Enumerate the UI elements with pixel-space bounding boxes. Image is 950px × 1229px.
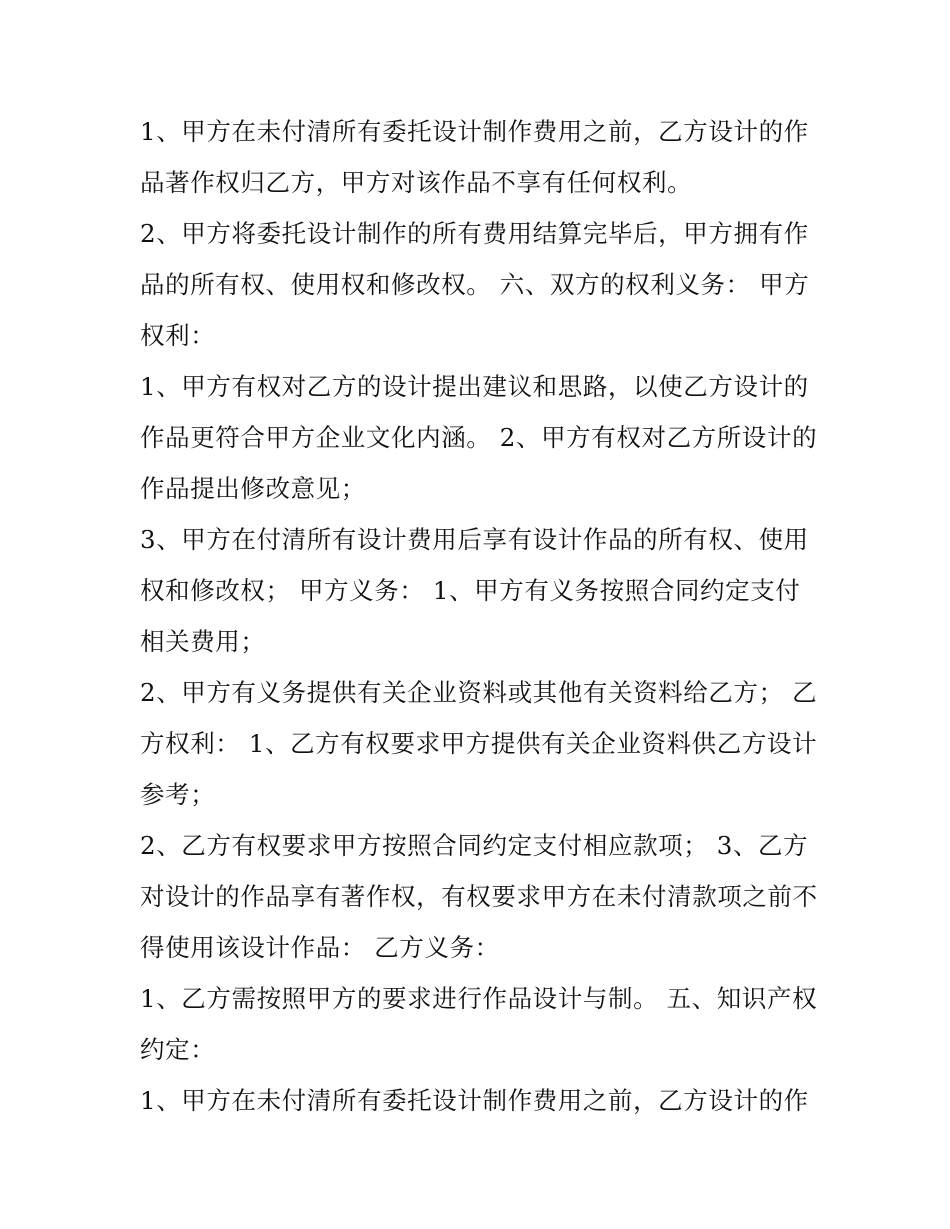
paragraph-5: 2、甲方有义务提供有关企业资料或其他有关资料给乙方； 乙方权利： 1、乙方有权要求甲方提供有关企业资料供乙方设计参考； [140,678,818,809]
paragraph-1: 1、甲方在未付清所有委托设计制作费用之前，乙方设计的作品著作权归乙方，甲方对该作品不享有任何权利。 [140,117,809,197]
paragraph-3: 1、甲方有权对乙方的设计提出建议和思路，以使乙方设计的作品更符合甲方企业文化内涵。 2、甲方有权对乙方所设计的作品提出修改意见； [140,372,818,503]
paragraph-4: 3、甲方在付清所有设计费用后享有设计作品的所有权、使用权和修改权； 甲方义务： 1、甲方有义务按照合同约定支付相关费用； [140,525,809,656]
paragraph-7: 1、乙方需按照甲方的要求进行作品设计与制。 五、知识产权约定： [140,984,818,1064]
paragraph-2: 2、甲方将委托设计制作的所有费用结算完毕后，甲方拥有作品的所有权、使用权和修改权。 六、双方的权利义务： 甲方权利： [140,219,810,350]
paragraph-8: 1、甲方在未付清所有委托设计制作费用之前，乙方设计的作 [140,1086,809,1115]
paragraph-6: 2、乙方有权要求甲方按照合同约定支付相应款项； 3、乙方对设计的作品享有著作权，有权要求甲方在未付清款项之前不得使用该设计作品： 乙方义务： [140,831,818,962]
document-body [140,106,820,1126]
